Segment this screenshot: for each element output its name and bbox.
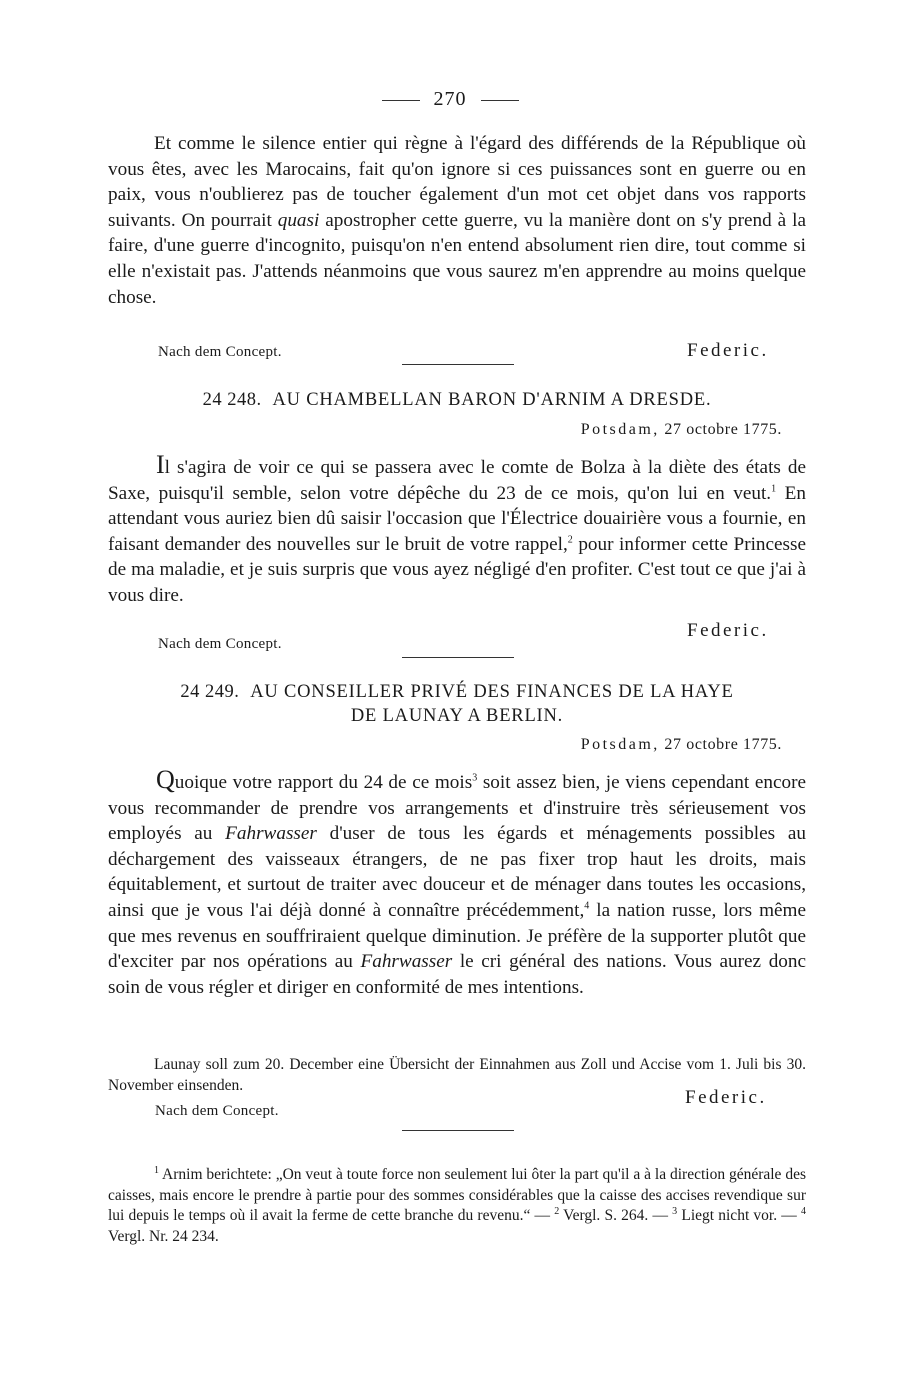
letter-24249-text-3: d'user de tous les égards et ménagements possibles au déchargement des vaisseaux étrangers, de ne pas fixer trop haut les droits, mais équitablement, et surtout de traiter avec douceur et de ménager dans toutes les occasions, ainsi que je vous l'ai déjà donné à connaître précédemment, [108, 823, 806, 921]
letter-24248-initial: I [156, 450, 165, 479]
footnote-3-mark: 3 [672, 1205, 678, 1217]
letter-24249-number: 24 249. [180, 682, 240, 702]
footnote-4-text: Vergl. Nr. 24 234. [108, 1227, 219, 1245]
header-dash-left [382, 100, 420, 101]
letter-24249-text-2: soit assez bien, je viens cependant encore vous recommander de prendre vos arrangements et d'instruire très sérieusement vos employés au [108, 772, 806, 845]
footnote-4-mark: 4 [800, 1205, 806, 1217]
separator-rule-1 [402, 364, 514, 365]
para1-italic: quasi [277, 209, 320, 231]
letter-24248-date: 27 octobre 1775. [664, 421, 782, 438]
page-header [0, 88, 900, 111]
letter-24249-signature: Federic. [685, 1087, 767, 1108]
letter-24248-heading [108, 388, 806, 412]
footnote-2-text: Vergl. S. 264. — [563, 1207, 668, 1224]
source-note-1: Nach dem Concept. [158, 344, 282, 360]
continued-paragraph [108, 131, 806, 310]
letter-24248-place: Potsdam, [580, 421, 660, 438]
footnote-ref-1: 1 [771, 483, 777, 495]
header-dash-right [481, 100, 519, 101]
letter-24249-initial: Q [156, 765, 175, 794]
letter-24248-source: Nach dem Concept. [158, 636, 282, 652]
signature-1: Federic. [687, 340, 769, 361]
letter-24248-body [108, 452, 806, 609]
footnote-1-text: Arnim berichtete: „On veut à toute force non seulement lui ôter la part qu'il a à la direction générale des caisses, mais encore le prendre à partie pour des sommes considérables que la caisse des accises revendique sur lui depuis le temps où il avait la ferme de cette branche du revenu.“ — [108, 1166, 806, 1224]
footnote-ref-2: 2 [567, 534, 573, 546]
letter-24249-title-2: DE LAUNAY A BERLIN. [350, 706, 564, 726]
letter-24249-italic-1: Fahrwasser [225, 823, 317, 845]
para1-text-1: Et comme le silence entier qui règne à l'égard des différends de la République où vous êtes, avec les Marocains, fait qu'on ignore si ces puissances sont en guerre ou en paix, vous n'oublierez pas de toucher également d'un mot cet objet dans vos rapports suivants. On pourrait [108, 133, 806, 231]
letter-24248-text-1: l s'agira de voir ce qui se passera avec le comte de Bolza à la diète des états de Saxe, puisqu'il semble, selon votre dépêche du 23 de ce mois, qu'on lui en veut. [108, 457, 806, 504]
letter-24249-dateline [581, 736, 782, 754]
para1-text-2: apostropher cette guerre, vu la manière dont on s'y prend à la faire, d'une guerre d'incognito, puisqu'on n'en entend absolument rien dire, tout comme si elle n'existait pas. J'attends néanmoins que vous saurez m'en apprendre au moins quelque chose. [108, 209, 806, 308]
footnote-3-text: Liegt nicht vor. — [681, 1207, 797, 1224]
letter-24249-source: Nach dem Concept. [155, 1103, 279, 1119]
letter-24249-text-4: la nation russe, lors même que mes revenus en souffriraient quelque diminution. Je préfère de la supporter plutôt que d'exciter par nos opérations au [108, 899, 807, 973]
letter-24248-number: 24 248. [202, 390, 262, 410]
separator-rule-3 [402, 1130, 514, 1131]
letter-24248-text-2: En attendant vous auriez bien dû saisir l'occasion que l'Électrice douairière vous a fournie, en faisant demander des nouvelles sur le bruit de votre rappel, [108, 482, 806, 555]
letter-24249-title-1: AU CONSEILLER PRIVÉ DES FINANCES DE LA HAYE [250, 682, 734, 702]
page-number: 270 [433, 88, 467, 110]
letter-24249-text-1: uoique votre rapport du 24 de ce mois [174, 772, 473, 793]
letter-24249-italic-2: Fahrwasser [360, 951, 453, 973]
letter-24248-title: AU CHAMBELLAN BARON D'ARNIM A DRESDE. [272, 390, 712, 410]
letter-24248-dateline [581, 421, 782, 439]
letter-24249-heading [108, 680, 806, 728]
letter-24249-text-5: le cri général des nations. Vous aurez donc soin de vous régler et diriger en conformité de mes intentions. [108, 951, 806, 998]
footnote-ref-4: 4 [584, 900, 590, 912]
letter-24249-body [108, 767, 806, 1000]
letter-24249-date: 27 octobre 1775. [664, 736, 782, 753]
footnotes [108, 1165, 806, 1247]
letter-24249-editor-note: Launay soll zum 20. December eine Übersicht der Einnahmen aus Zoll und Accise vom 1. Juli bis 30. November einsenden. [108, 1056, 806, 1094]
letter-24248-signature: Federic. [687, 620, 769, 641]
letter-24248-text-3: pour informer cette Princesse de ma maladie, et je suis surpris que vous ayez négligé d'en profiter. C'est tout ce que j'ai à vous dire. [108, 533, 806, 606]
letter-24249-place: Potsdam, [580, 736, 660, 753]
footnote-ref-3: 3 [472, 772, 478, 784]
footnote-2-mark: 2 [554, 1205, 560, 1217]
footnote-1-mark: 1 [154, 1164, 159, 1176]
separator-rule-2 [402, 657, 514, 658]
